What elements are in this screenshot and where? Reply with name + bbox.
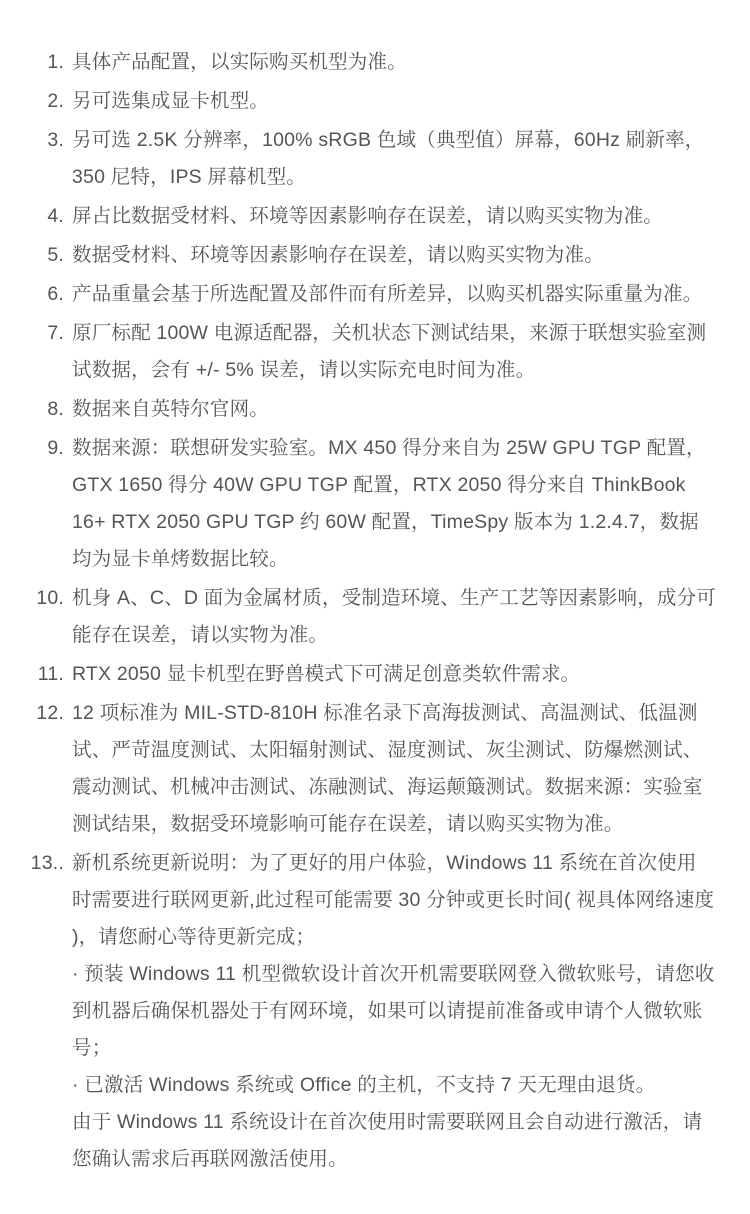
- list-item-body: [72, 237, 716, 274]
- list-item-body: [72, 315, 716, 389]
- list-item-body: [72, 845, 716, 1178]
- list-item: [28, 430, 716, 578]
- list-item: [28, 83, 716, 120]
- list-item: [28, 656, 716, 693]
- list-item-body: [72, 430, 716, 578]
- list-item: [28, 237, 716, 274]
- paragraph: 12 项标准为 MIL-STD-810H 标准名录下高海拔测试、高温测试、低温测试、严苛温度测试、太阳辐射测试、湿度测试、灰尘测试、防爆燃测试、震动测试、机械冲击测试、冻融测试、海运颠簸测试。数据来源：实验室测试结果，数据受环境影响可能存在误差，请以购买实物为准。: [72, 702, 703, 835]
- list-item: [28, 198, 716, 235]
- list-item-number: 2.: [47, 90, 64, 112]
- list-item-body: [72, 83, 716, 120]
- list-item-body: [72, 580, 716, 654]
- list-item-body: [72, 276, 716, 313]
- paragraph: RTX 2050 显卡机型在野兽模式下可满足创意类软件需求。: [72, 663, 581, 685]
- list-item-number: 3.: [47, 129, 64, 151]
- list-item-number: 1.: [47, 51, 64, 73]
- list-item-number: 10.: [36, 587, 64, 609]
- list-item: [28, 845, 716, 1178]
- list-item-body: [72, 122, 716, 196]
- list-item-number: 12.: [36, 702, 64, 724]
- paragraph: 新机系统更新说明：为了更好的用户体验，Windows 11 系统在首次使用时需要进行联网更新,此过程可能需要 30 分钟或更长时间( 视具体网络速度 )，请您耐心等待更新完成；: [72, 852, 715, 948]
- list-item: [28, 391, 716, 428]
- list-item: [28, 695, 716, 843]
- footnotes-list: [28, 44, 716, 1178]
- paragraph: 产品重量会基于所选配置及部件而有所差异，以购买机器实际重量为准。: [72, 283, 703, 305]
- paragraph: 屏占比数据受材料、环境等因素影响存在误差，请以购买实物为准。: [72, 205, 664, 227]
- list-item: [28, 44, 716, 81]
- paragraph: 具体产品配置，以实际购买机型为准。: [72, 51, 407, 73]
- paragraph: 数据来自英特尔官网。: [72, 398, 270, 420]
- paragraph: 原厂标配 100W 电源适配器，关机状态下测试结果，来源于联想实验室测试数据，会有 +/- 5% 误差，请以实际充电时间为准。: [72, 322, 707, 381]
- list-item-number: 9.: [47, 437, 64, 459]
- list-item-body: [72, 656, 716, 693]
- paragraph: · 预装 Windows 11 机型微软设计首次开机需要联网登入微软账号，请您收到机器后确保机器处于有网环境，如果可以请提前准备或申请个人微软账号；: [72, 963, 715, 1059]
- paragraph: 数据来源：联想研发实验室。MX 450 得分来自为 25W GPU TGP 配置，GTX 1650 得分 40W GPU TGP 配置，RTX 2050 得分来自 ThinkBook 16+ RTX 2050 GPU TGP 约 60W 配置，TimeSpy 版本为 1.2.4.7，数据均为显卡单烤数据比较。: [72, 437, 706, 570]
- paragraph: 由于 Windows 11 系统设计在首次使用时需要联网且会自动进行激活，请您确认需求后再联网激活使用。: [72, 1111, 703, 1170]
- list-item-number: 8.: [47, 398, 64, 420]
- list-item-body: [72, 44, 716, 81]
- paragraph: · 已激活 Windows 系统或 Office 的主机，不支持 7 天无理由退货。: [72, 1074, 656, 1096]
- list-item-body: [72, 391, 716, 428]
- paragraph: 另可选集成显卡机型。: [72, 90, 270, 112]
- paragraph: 机身 A、C、D 面为金属材质，受制造环境、生产工艺等因素影响，成分可能存在误差，请以实物为准。: [72, 587, 717, 646]
- list-item-body: [72, 198, 716, 235]
- list-item-number: 13..: [30, 852, 64, 874]
- list-item-number: 6.: [47, 283, 64, 305]
- list-item: [28, 315, 716, 389]
- list-item: [28, 276, 716, 313]
- list-item: [28, 122, 716, 196]
- list-item: [28, 580, 716, 654]
- paragraph: 数据受材料、环境等因素影响存在误差，请以购买实物为准。: [72, 244, 604, 266]
- list-item-body: [72, 695, 716, 843]
- list-item-number: 11.: [37, 663, 64, 685]
- list-item-number: 5.: [47, 244, 64, 266]
- list-item-number: 4.: [47, 205, 64, 227]
- paragraph: 另可选 2.5K 分辨率，100% sRGB 色域（典型值）屏幕，60Hz 刷新率，350 尼特，IPS 屏幕机型。: [72, 129, 705, 188]
- list-item-number: 7.: [47, 322, 64, 344]
